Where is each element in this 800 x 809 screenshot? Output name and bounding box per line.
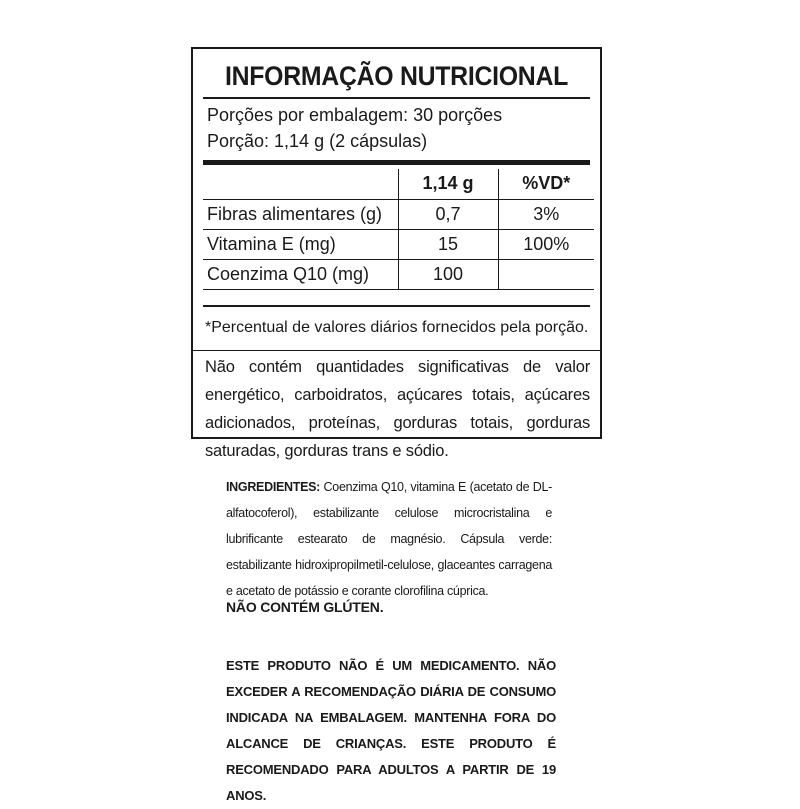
nutrient-dv: [498, 259, 594, 289]
gluten-notice: NÃO CONTÉM GLÚTEN.: [226, 599, 384, 615]
table-row: [203, 199, 594, 229]
nutrition-facts-panel: [191, 47, 602, 460]
nutrient-name: Fibras alimentares (g): [203, 199, 398, 229]
ingredients-text: Coenzima Q10, vitamina E (acetato de DL-alfatocoferol), estabilizante celulose microcristalina e lubrificante estearato de magnésio. Cápsula verde: estabilizante hidroxipropilmetil-celulose, glaceantes carragena e acetato de potássio e corante clorofilina cúprica.: [226, 480, 552, 598]
ingredients-block: [226, 474, 552, 604]
ingredients-label: INGREDIENTES:: [226, 480, 321, 494]
nutrient-dv: 3%: [498, 199, 594, 229]
nutrition-title: INFORMAÇÃO NUTRICIONAL: [224, 61, 569, 91]
nutrient-amount: 0,7: [398, 199, 498, 229]
nutrient-amount: 15: [398, 229, 498, 259]
table-header-row: [203, 169, 594, 199]
nutrient-name: Vitamina E (mg): [203, 229, 398, 259]
nutrient-amount: 100: [398, 259, 498, 289]
footnote-divider: [203, 305, 590, 307]
header-amount: 1,14 g: [398, 169, 498, 199]
thick-divider: [203, 160, 590, 165]
daily-value-footnote: *Percentual de valores diários fornecidos pela porção.: [205, 319, 589, 336]
title-divider: [203, 97, 590, 99]
nutrition-table: [203, 169, 594, 290]
header-daily-value: %VD*: [498, 169, 594, 199]
table-row: [203, 229, 594, 259]
note-divider: [193, 350, 600, 351]
header-nutrient: [203, 169, 398, 199]
nutrient-name: Coenzima Q10 (mg): [203, 259, 398, 289]
servings-per-package: Porções por embalagem: 30 porções: [207, 105, 503, 125]
serving-size: Porção: 1,14 g (2 cápsulas): [207, 131, 428, 151]
warning-text: ESTE PRODUTO NÃO É UM MEDICAMENTO. NÃO EXCEDER A RECOMENDAÇÃO DIÁRIA DE CONSUMO INDICADA NA EMBALAGEM. MANTENHA FORA DO ALCANCE DE CRIANÇAS. ESTE PRODUTO É RECOMENDADO PARA ADULTOS A PARTIR DE 19 ANOS.: [226, 658, 556, 803]
table-row: [203, 259, 594, 289]
insignificant-nutrients-note: Não contém quantidades significativas de valor energético, carboidratos, açúcares totais, açúcares adicionados, proteínas, gorduras totais, gorduras saturadas, gorduras trans e sódio.: [205, 358, 590, 460]
nutrient-dv: 100%: [498, 229, 594, 259]
